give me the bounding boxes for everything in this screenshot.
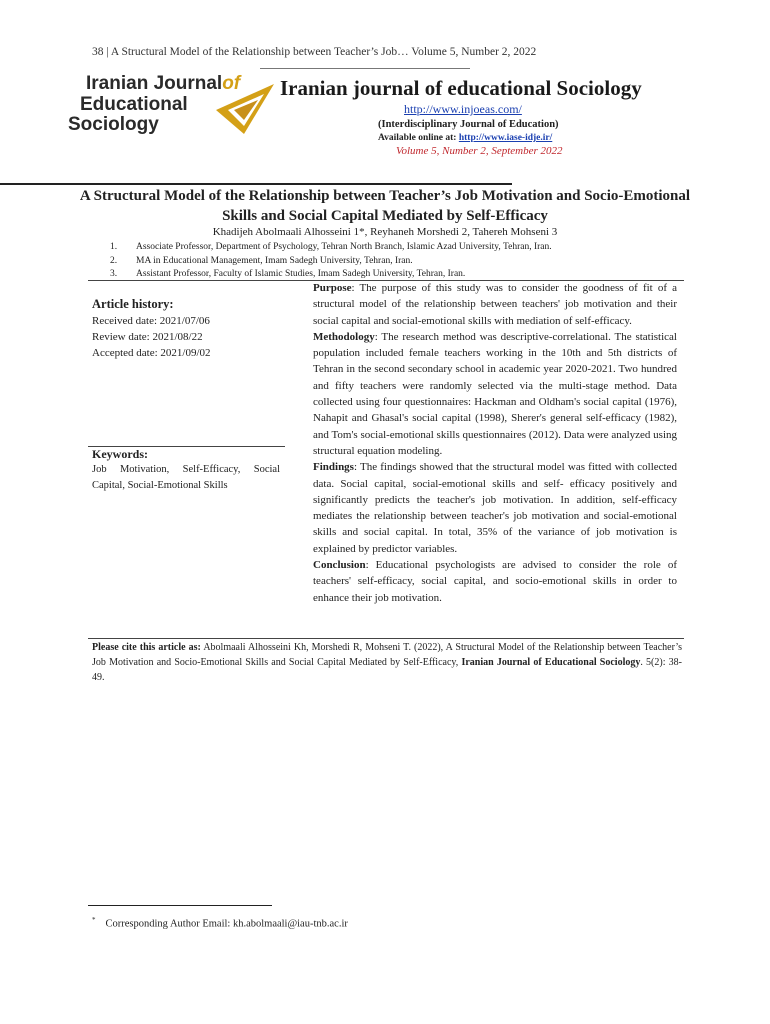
journal-title: Iranian journal of educational Sociology [280, 76, 642, 100]
abstract-methodology: Methodology: The research method was descriptive-correlational. The statistical population included female teachers working in the 10th and 5th districts of Tehran in the second secondary school in academic year 2020-2021. Two hundred and fifty teachers were randomly selected via the multi-stage method. Data collected using four questionnaires: Hackman and Oldham's social capital (1976), Nahapit and Ghasal's social capital (1998), Sherer's general self-efficacy (1982), and Tom's social-emotional skills questionnaires (2012). Data were analyzed using structural equation modeling. [313, 330, 677, 457]
review-date: Review date: 2021/08/22 [92, 331, 203, 343]
journal-url-link[interactable]: http://www.injoeas.com/ [404, 102, 522, 116]
available-label: Available online at: [378, 133, 457, 143]
affiliation-item: 3. Assistant Professor, Faculty of Islamic Studies, Imam Sadegh University, Tehran, Iran. [110, 269, 466, 279]
article-history-heading: Article history: [92, 297, 174, 311]
abstract [313, 280, 677, 606]
journal-subtitle: (Interdisciplinary Journal of Education) [378, 119, 559, 130]
authors: Khadijeh Abolmaali Alhosseini 1*, Reyhaneh Morshedi 2, Tahereh Mohseni 3 [212, 226, 558, 238]
pen-nib-icon [214, 82, 280, 136]
journal-logo [68, 74, 280, 136]
logo-line-1: Iranian Journalof [86, 73, 241, 94]
abstract-purpose: Purpose: The purpose of this study was to consider the goodness of fit of a structural model of the relationship between teachers' job motivation and their social capital and social-emotional skills with mediation of self-efficacy. [313, 282, 677, 327]
abstract-conclusion: Conclusion: Educational psychologists are advised to consider the role of teachers' self-efficacy, social capital, and socio-emotional skills in order to enhance their job motivation. [313, 559, 677, 604]
available-online [378, 133, 552, 143]
article-title: A Structural Model of the Relationship between Teacher’s Job Motivation and Socio-Emotional Skills and Social Capital Mediated by Self-Efficacy [79, 188, 691, 224]
title-rule [0, 183, 512, 185]
logo-line-2: Educational [80, 94, 188, 115]
available-url-link[interactable]: http://www.iase-idje.ir/ [458, 133, 553, 143]
affiliations [110, 241, 552, 282]
running-header: 38 | A Structural Model of the Relationship between Teacher’s Job… Volume 5, Number 2, 2022 [92, 46, 537, 58]
logo-line-3: Sociology [68, 114, 159, 135]
article-history [92, 313, 211, 361]
footnote: * Corresponding Author Email: kh.abolmaali@iau-tnb.ac.ir [92, 916, 348, 930]
citation: Please cite this article as: Abolmaali Alhosseini Kh, Morshedi R, Mohseni T. (2022), A Structural Model of the Relationship between Teacher’s Job Motivation and Socio-Emotional Skills and Social Capital Mediated by Self-Efficacy, Iranian Journal of Educational Sociology. 5(2): 38-49. [92, 642, 682, 683]
received-date: Received date: 2021/07/06 [92, 315, 210, 327]
affiliation-item: 2. MA in Educational Management, Imam Sadegh University, Tehran, Iran. [110, 255, 413, 266]
affiliation-item: 1. Associate Professor, Department of Psychology, Tehran North Branch, Islamic Azad University, Tehran, Iran. [110, 242, 552, 252]
citation-rule [88, 638, 684, 639]
abstract-findings: Findings: The findings showed that the structural model was fitted with collected data. Social capital, social-emotional skills and self- efficacy positively and significantly predicts the teacher's job motivation. In addition, self-efficacy mediates the relationship between teacher's job motivation and social-emotional skills and social capital. In total, 35% of the variance of job motivation is explained by predictor variables. [313, 461, 677, 555]
accepted-date: Accepted date: 2021/09/02 [92, 347, 211, 359]
header-rule [260, 68, 470, 69]
keywords-list: Job Motivation, Self-Efficacy, Social Capital, Social-Emotional Skills [92, 464, 280, 491]
keywords-heading: Keywords: [92, 447, 148, 461]
footnote-rule [88, 905, 272, 906]
volume-info: Volume 5, Number 2, September 2022 [396, 145, 563, 157]
